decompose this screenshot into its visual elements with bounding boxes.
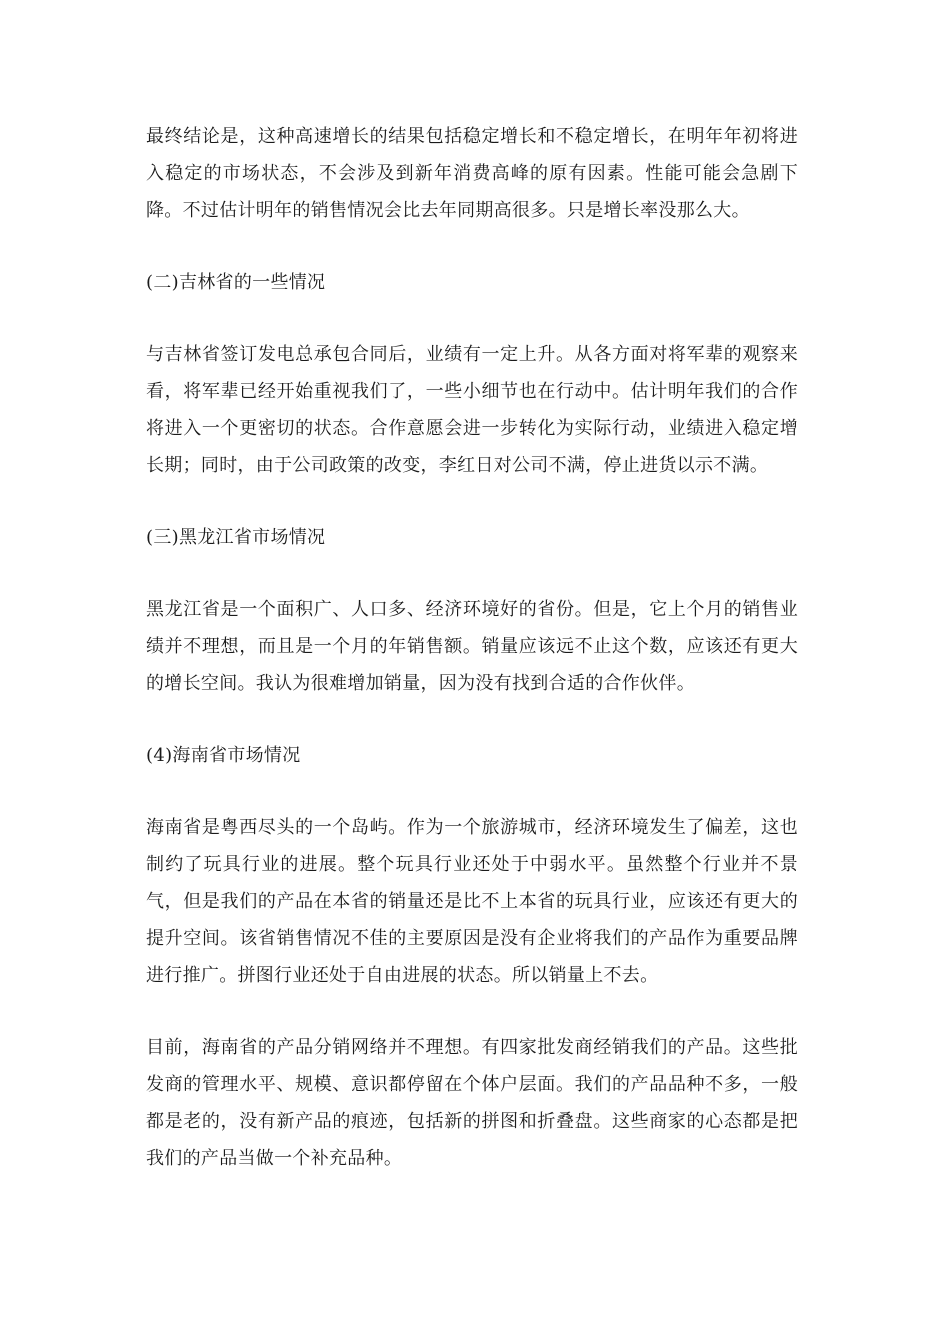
paragraph-hainan: 海南省是粤西尽头的一个岛屿。作为一个旅游城市，经济环境发生了偏差，这也制约了玩具行业的进展。整个玩具行业还处于中弱水平。虽然整个行业并不景气，但是我们的产品在本省的销量还是比不上本省的玩具行业，应该还有更大的提升空间。该省销售情况不佳的主要原因是没有企业将我们的产品作为重要品牌进行推广。拼图行业还处于自由进展的状态。所以销量上不去。	[146, 817, 798, 986]
document-body	[146, 118, 798, 1177]
paragraph-hainan-distribution: 目前，海南省的产品分销网络并不理想。有四家批发商经销我们的产品。这些批发商的管理水平、规模、意识都停留在个体户层面。我们的产品品种不多，一般都是老的，没有新产品的痕迹，包括新的拼图和折叠盘。这些商家的心态都是把我们的产品当做一个补充品种。	[146, 1037, 798, 1169]
paragraph-heilongjiang: 黑龙江省是一个面积广、人口多、经济环境好的省份。但是，它上个月的销售业绩并不理想，而且是一个月的年销售额。销量应该远不止这个数，应该还有更大的增长空间。我认为很难增加销量，因为没有找到合适的合作伙伴。	[146, 599, 798, 694]
paragraph-gap	[146, 229, 798, 264]
section-heading-jilin: (二)吉林省的一些情况	[146, 272, 326, 293]
paragraph-gap	[146, 774, 798, 809]
section-heading-hainan: (4)海南省市场情况	[146, 745, 301, 766]
paragraph-jilin: 与吉林省签订发电总承包合同后，业绩有一定上升。从各方面对将军辈的观察来看，将军辈已经开始重视我们了，一些小细节也在行动中。估计明年我们的合作将进入一个更密切的状态。合作意愿会进一步转化为实际行动，业绩进入稳定增长期；同时，由于公司政策的改变，李红日对公司不满，停止进货以示不满。	[146, 344, 798, 476]
paragraph-gap	[146, 994, 798, 1029]
section-heading-heilongjiang: (三)黑龙江省市场情况	[146, 527, 326, 548]
paragraph-gap	[146, 702, 798, 737]
paragraph-gap	[146, 301, 798, 336]
paragraph-gap	[146, 484, 798, 519]
paragraph-gap	[146, 556, 798, 591]
paragraph-conclusion: 最终结论是，这种高速增长的结果包括稳定增长和不稳定增长，在明年年初将进入稳定的市场状态，不会涉及到新年消费高峰的原有因素。性能可能会急剧下降。不过估计明年的销售情况会比去年同期高很多。只是增长率没那么大。	[146, 126, 798, 221]
